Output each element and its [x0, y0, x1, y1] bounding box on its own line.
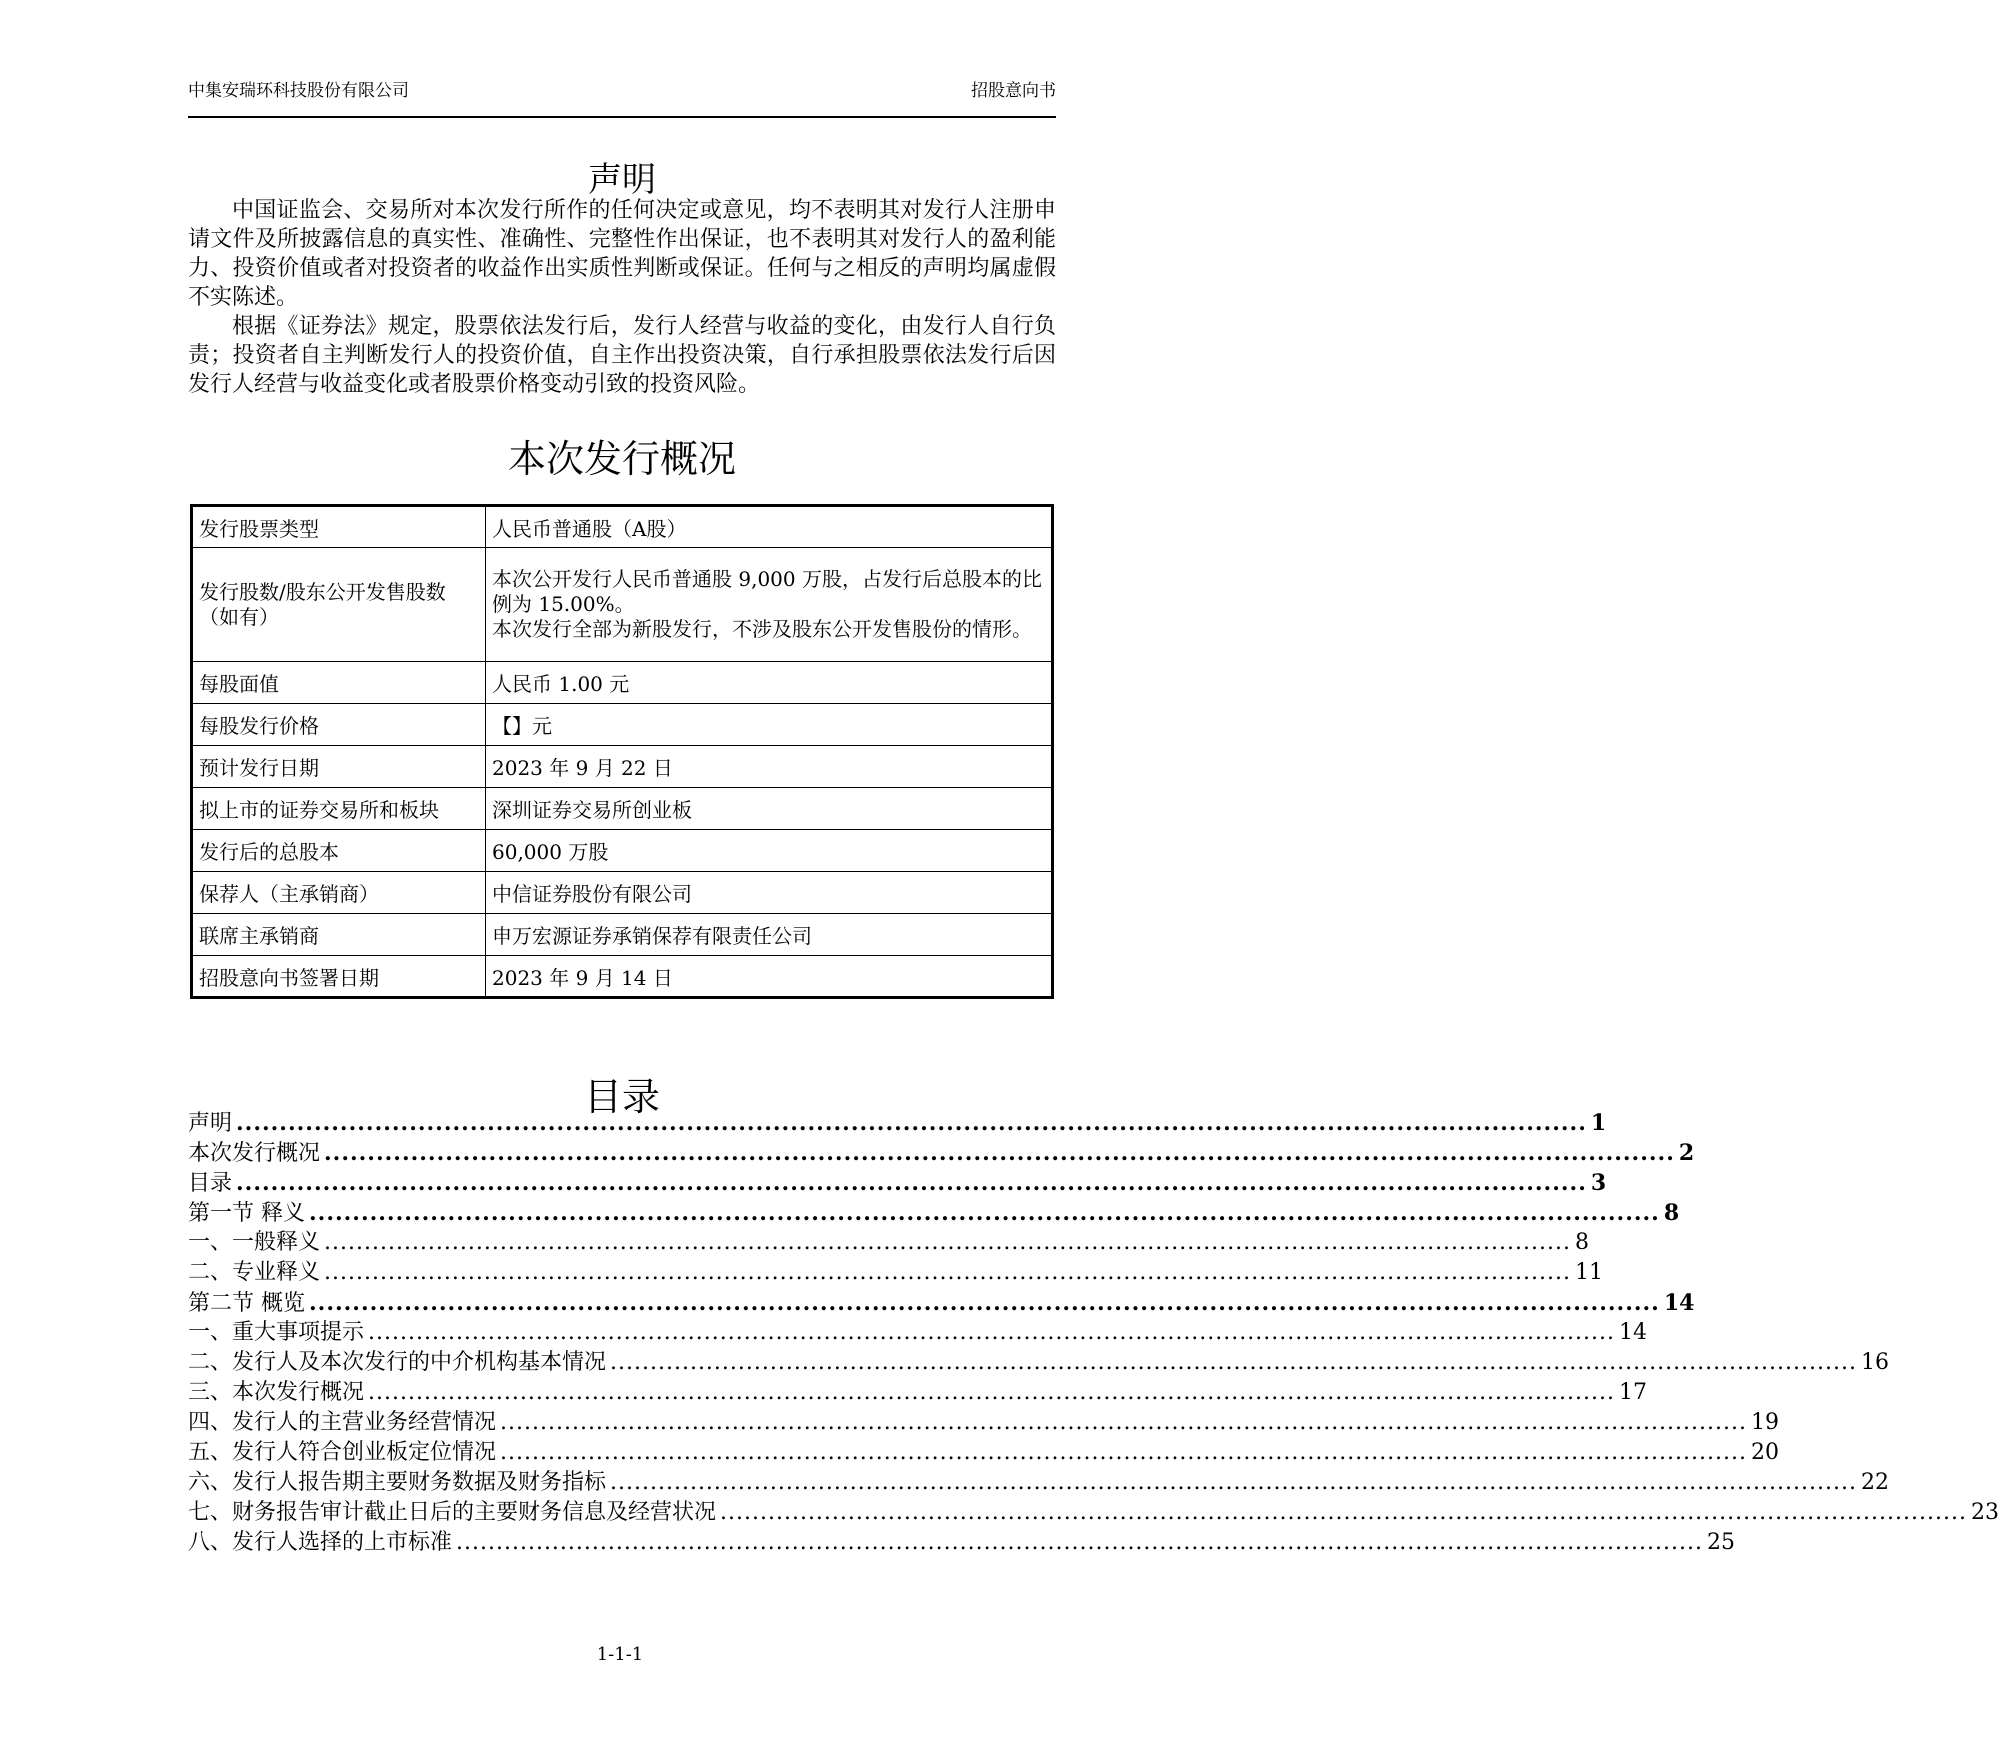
toc-entry-label: 第一节 释义	[188, 1201, 305, 1226]
toc-entry-page: 16	[1860, 1350, 1889, 1375]
table-of-contents	[188, 1108, 1999, 1558]
toc-entry-page: 11	[1574, 1260, 1603, 1285]
toc-leader-dots: ............................................................................................................................................................	[309, 1290, 1660, 1316]
toc-entry-label: 六、发行人报告期主要财务数据及财务指标	[188, 1470, 607, 1495]
row-value: 申万宏源证券承销保荐有限责任公司	[486, 914, 1053, 956]
toc-entry-label: 四、发行人的主营业务经营情况	[188, 1410, 497, 1435]
header-company: 中集安瑞环科技股份有限公司	[188, 81, 409, 101]
table-row	[192, 506, 1053, 548]
row-label: 发行股数/股东公开发售股数（如有）	[192, 548, 486, 662]
toc-entry-page: 23	[1970, 1500, 1999, 1525]
toc-entry[interactable]	[188, 1378, 1647, 1408]
toc-entry[interactable]	[188, 1228, 1589, 1258]
toc-entry[interactable]	[188, 1528, 1735, 1558]
toc-entry-page: 14	[1618, 1320, 1647, 1345]
toc-entry-label: 二、发行人及本次发行的中介机构基本情况	[188, 1350, 607, 1375]
table-row	[192, 662, 1053, 704]
row-value	[486, 548, 1053, 662]
row-label: 拟上市的证券交易所和板块	[192, 788, 486, 830]
toc-entry[interactable]	[188, 1438, 1779, 1468]
toc-entry-page: 14	[1663, 1290, 1695, 1316]
toc-leader-dots: ............................................................................................................................................................	[610, 1470, 1857, 1495]
row-label: 每股发行价格	[192, 704, 486, 746]
row-label: 保荐人（主承销商）	[192, 872, 486, 914]
row-label: 联席主承销商	[192, 914, 486, 956]
toc-leader-dots: ............................................................................................................................................................	[324, 1260, 1571, 1285]
table-row	[192, 872, 1053, 914]
toc-entry[interactable]	[188, 1258, 1603, 1288]
toc-entry-page: 2	[1678, 1140, 1695, 1166]
row-value: 2023 年 9 月 22 日	[486, 746, 1053, 788]
toc-leader-dots: ............................................................................................................................................................	[368, 1320, 1615, 1345]
row-label: 招股意向书签署日期	[192, 956, 486, 998]
declaration-paragraph-1: 中国证监会、交易所对本次发行所作的任何决定或意见，均不表明其对发行人注册申请文件及所披露信息的真实性、准确性、完整性作出保证，也不表明其对发行人的盈利能力、投资价值或者对投资者的收益作出实质性判断或保证。任何与之相反的声明均属虚假不实陈述。	[188, 198, 1056, 310]
table-row	[192, 704, 1053, 746]
toc-entry[interactable]	[188, 1498, 1999, 1528]
toc-entry-page: 19	[1750, 1410, 1779, 1435]
row-label: 发行股票类型	[192, 506, 486, 548]
toc-entry-page: 17	[1618, 1380, 1647, 1405]
toc-entry-label: 一、一般释义	[188, 1230, 321, 1255]
toc-leader-dots: ............................................................................................................................................................	[610, 1350, 1857, 1375]
toc-entry-page: 20	[1750, 1440, 1779, 1465]
row-value: 2023 年 9 月 14 日	[486, 956, 1053, 998]
toc-entry[interactable]	[188, 1408, 1779, 1438]
table-row	[192, 746, 1053, 788]
page-number: 1-1-1	[596, 1644, 644, 1665]
toc-entry-page: 3	[1590, 1170, 1607, 1196]
toc-entry-section-2[interactable]	[188, 1288, 1695, 1318]
row-value: 人民币 1.00 元	[486, 662, 1053, 704]
toc-entry-label: 二、专业释义	[188, 1260, 321, 1285]
toc-entry-label: 七、财务报告审计截止日后的主要财务信息及经营状况	[188, 1500, 717, 1525]
table-row	[192, 914, 1053, 956]
toc-leader-dots: ............................................................................................................................................................	[309, 1200, 1660, 1226]
toc-entry[interactable]	[188, 1348, 1889, 1378]
toc-entry[interactable]	[188, 1468, 1889, 1498]
toc-entry-contents[interactable]	[188, 1168, 1607, 1198]
row-value-line: 本次发行全部为新股发行，不涉及股东公开发售股份的情形。	[492, 617, 1032, 641]
row-label: 发行后的总股本	[192, 830, 486, 872]
toc-leader-dots: ............................................................................................................................................................	[456, 1530, 1703, 1555]
declaration-paragraph-2: 根据《证券法》规定，股票依法发行后，发行人经营与收益的变化，由发行人自行负责；投资者自主判断发行人的投资价值，自主作出投资决策，自行承担股票依法发行后因发行人经营与收益变化或者股票价格变动引致的投资风险。	[188, 314, 1056, 397]
row-value-line: 本次公开发行人民币普通股 9,000 万股，占发行后总股本的比例为 15.00%。	[492, 567, 1042, 616]
row-value: 人民币普通股（A股）	[486, 506, 1053, 548]
toc-leader-dots: ............................................................................................................................................................	[236, 1110, 1587, 1136]
toc-entry-label: 八、发行人选择的上市标准	[188, 1530, 453, 1555]
declaration-title: 声明	[588, 160, 656, 200]
header-doc-type: 招股意向书	[971, 81, 1056, 101]
table-row	[192, 956, 1053, 998]
toc-title: 目录	[583, 1075, 660, 1119]
toc-entry-label: 五、发行人符合创业板定位情况	[188, 1440, 497, 1465]
toc-leader-dots: ............................................................................................................................................................	[720, 1500, 1967, 1525]
toc-leader-dots: ............................................................................................................................................................	[324, 1140, 1675, 1166]
row-label: 每股面值	[192, 662, 486, 704]
toc-entry[interactable]	[188, 1318, 1647, 1348]
toc-entry-label: 本次发行概况	[188, 1141, 321, 1166]
toc-entry-label: 目录	[188, 1171, 233, 1196]
toc-entry-page: 1	[1590, 1110, 1607, 1136]
table-row	[192, 548, 1053, 662]
toc-entry-label: 三、本次发行概况	[188, 1380, 365, 1405]
overview-title: 本次发行概况	[507, 437, 736, 481]
toc-entry-page: 25	[1706, 1530, 1735, 1555]
toc-entry-declaration[interactable]	[188, 1108, 1607, 1138]
toc-leader-dots: ............................................................................................................................................................	[500, 1410, 1747, 1435]
table-row	[192, 788, 1053, 830]
toc-entry-page: 22	[1860, 1470, 1889, 1495]
row-value: 深圳证券交易所创业板	[486, 788, 1053, 830]
toc-entry-overview[interactable]	[188, 1138, 1695, 1168]
toc-leader-dots: ............................................................................................................................................................	[500, 1440, 1747, 1465]
toc-entry-label: 第二节 概览	[188, 1291, 305, 1316]
toc-entry-page: 8	[1663, 1200, 1680, 1226]
overview-table	[190, 504, 1054, 999]
toc-entry-page: 8	[1574, 1230, 1589, 1255]
toc-leader-dots: ............................................................................................................................................................	[236, 1170, 1587, 1196]
table-row	[192, 830, 1053, 872]
row-value: 60,000 万股	[486, 830, 1053, 872]
toc-entry-label: 声明	[188, 1111, 233, 1136]
toc-leader-dots: ............................................................................................................................................................	[324, 1230, 1571, 1255]
row-value: 【】元	[486, 704, 1053, 746]
toc-leader-dots: ............................................................................................................................................................	[368, 1380, 1615, 1405]
row-value: 中信证券股份有限公司	[486, 872, 1053, 914]
row-label: 预计发行日期	[192, 746, 486, 788]
toc-entry-label: 一、重大事项提示	[188, 1320, 365, 1345]
toc-entry-section-1[interactable]	[188, 1198, 1680, 1228]
page-header	[188, 76, 1056, 118]
